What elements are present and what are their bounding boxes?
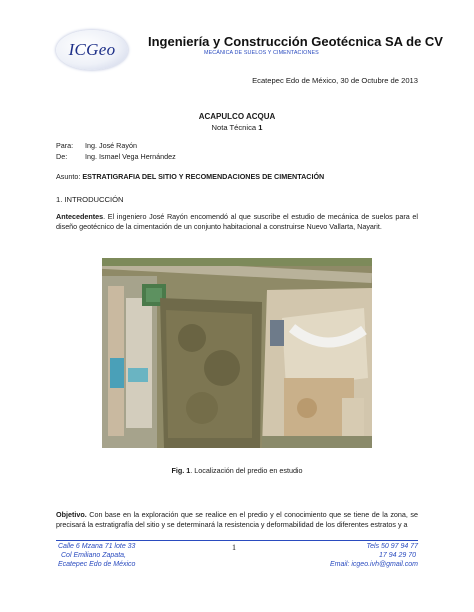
recipient-line (56, 141, 137, 150)
footer-address-1: Calle 6 Mzana 71 lote 33 (58, 543, 136, 550)
recipient-value: Ing. José Rayón (85, 141, 137, 150)
company-logo (56, 30, 128, 70)
footer-address-3: Ecatepec Edo de México (58, 561, 136, 568)
document-subtitle (0, 123, 474, 132)
sender-line (56, 152, 176, 161)
subtitle-number: 1 (258, 123, 263, 132)
figure-caption-text: . Localización del predio en estudio (190, 466, 303, 475)
document-title: ACAPULCO ACQUA (198, 112, 276, 121)
subject-line (56, 172, 324, 181)
aerial-site-photo (102, 258, 372, 448)
company-name: Ingeniería y Construcción Geotécnica SA de CV (148, 34, 443, 49)
objetivo-lead: Objetivo. (56, 510, 87, 519)
logo-text: ICGeo (68, 40, 116, 59)
subject-value: ESTRATIGRAFIA DEL SITIO Y RECOMENDACIONES DE CIMENTACIÓN (82, 172, 325, 181)
footer-address-2: Col Emiliano Zapata, (61, 552, 126, 559)
sender-value: Ing. Ismael Vega Hernández (85, 152, 176, 161)
recipient-label: Para: (56, 141, 74, 150)
footer-email: Email: icgeo.ivh@gmail.com (329, 561, 418, 568)
date-line: Ecatepec Edo de México, 30 de Octubre de 2013 (252, 76, 418, 85)
sender-label: De: (56, 152, 68, 161)
antecedentes-paragraph (56, 212, 418, 233)
company-tagline: MECÁNICA DE SUELOS Y CIMENTACIONES (204, 50, 319, 56)
antecedentes-lead: Antecedentes (56, 212, 104, 221)
page-number: 1 (232, 543, 236, 552)
figure-label: Fig. 1 (171, 466, 191, 475)
section-heading: 1. INTRODUCCIÓN (56, 195, 124, 204)
objetivo-paragraph (56, 510, 418, 531)
figure-caption (0, 466, 474, 475)
footer-phone-1: Tels 50 97 94 77 (366, 543, 418, 550)
antecedentes-text: . El ingeniero José Rayón encomendó al que suscribe el estudio de mecánica de suelos para el diseño geotécnico de la cimentación de un conjunto habitacional a construirse Nuevo Vallarta, Nayarit. (56, 212, 418, 232)
subject-label: Asunto: (56, 172, 83, 181)
objetivo-text: Con base en la exploración que se realice en el predio y el conocimiento que se tiene de la zona, se precisará la estratigrafía del sitio y se determinará la resistencia y deformabilidad de los diferentes estratos y a (56, 510, 418, 530)
subtitle-prefix: Nota Técnica (211, 123, 259, 132)
footer-divider (56, 540, 418, 541)
footer-phone-2: 17 94 29 70 (379, 552, 416, 559)
aerial-photo-graphic (102, 258, 372, 448)
